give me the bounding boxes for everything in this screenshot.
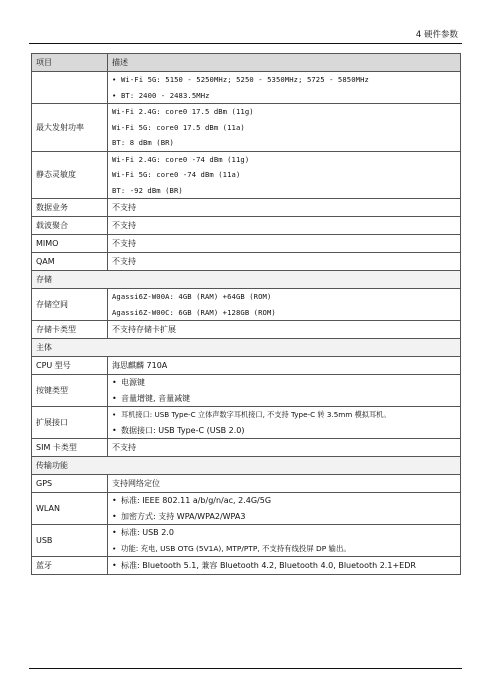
table-row [32,557,461,575]
gps-value: 支持网络定位 [108,475,461,493]
row-label-usb: USB [32,525,108,557]
table-row [32,407,461,439]
list-item: • 电源键 [112,375,456,391]
bluetooth-cell [108,557,461,575]
card-type-value: 不支持存储卡扩展 [108,321,461,339]
storage-space-cell [108,289,461,321]
row-label-card-type: 存储卡类型 [32,321,108,339]
ports-cell [108,407,461,439]
sensitivity-cell [108,151,461,199]
row-label-empty [32,72,108,104]
section-title: 主体 [32,339,461,357]
row-label-buttons: 按键类型 [32,375,108,407]
list-item: • 标准: IEEE 802.11 a/b/g/n/ac, 2.4G/5G [112,493,456,509]
buttons-cell [108,375,461,407]
table-row [32,104,461,152]
list-item: • BT: 2400 - 2483.5MHz [112,88,456,104]
table-row [32,151,461,199]
table-row [32,235,461,253]
tx-power-cell [108,104,461,152]
table-row [32,475,461,493]
row-label-gps: GPS [32,475,108,493]
section-row-transfer [32,457,461,475]
section-title: 存储 [32,271,461,289]
list-item: • 加密方式: 支持 WPA/WPA2/WPA3 [112,509,456,525]
list-item: • 标准: USB 2.0 [112,525,456,541]
text-line: Wi-Fi 2.4G: core0 17.5 dBm (11g) [112,107,254,116]
row-label-data-service: 数据业务 [32,199,108,217]
text-line: Wi-Fi 5G: core0 17.5 dBm (11a) [112,122,245,132]
chapter-header: 4 硬件参数 [415,30,458,40]
footer-rule [29,668,462,669]
table-row [32,439,461,457]
text-line: Wi-Fi 2.4G: core0 -74 dBm (11g) [112,154,250,164]
wlan-cell [108,493,461,525]
section-row-board [32,339,461,357]
table-row [32,375,461,407]
row-label-mimo: MIMO [32,235,108,253]
text-line: Agassi6Z-W00C: 6GB (RAM) +128GB (ROM) [112,307,276,317]
row-label-qam: QAM [32,253,108,271]
sim-value: 不支持 [108,439,461,457]
text-line: Agassi6Z-W00A: 4GB (RAM) +64GB (ROM) [112,292,272,301]
table-row [32,525,461,557]
list-item: • 标准: Bluetooth 5.1, 兼容 Bluetooth 4.2, Bluetooth 4.0, Bluetooth 2.1+EDR [112,558,456,574]
row-label-sensitivity: 静态灵敏度 [32,151,108,199]
usb-cell [108,525,461,557]
table-row [32,199,461,217]
data-service-value: 不支持 [108,199,461,217]
cpu-value: 海思麒麟 710A [108,357,461,375]
row-label-carrier-agg: 载波聚合 [32,217,108,235]
mimo-value: 不支持 [108,235,461,253]
row-label-bluetooth: 蓝牙 [32,557,108,575]
table-row [32,357,461,375]
row-label-cpu: CPU 型号 [32,357,108,375]
list-item: • 耳机接口: USB Type-C 立体声数字耳机接口, 不支持 Type-C 转 3.5mm 模拟耳机。 [112,407,456,423]
wifi-frequency-cell [108,72,461,104]
table-row [32,289,461,321]
row-label-wlan: WLAN [32,493,108,525]
header-rule [29,43,462,44]
list-item: • 数据接口: USB Type-C (USB 2.0) [112,423,456,439]
text-line: BT: 8 dBm (BR) [112,138,174,147]
table-header-row [32,54,461,72]
list-item: • 功能: 充电, USB OTG (5V1A), MTP/PTP, 不支持有线投屏 DP 输出。 [112,541,456,557]
col-header-desc: 描述 [108,54,461,72]
section-title: 传输功能 [32,457,461,475]
table-row [32,72,461,104]
text-line: BT: -92 dBm (BR) [112,185,183,195]
row-label-tx-power: 最大发射功率 [32,104,108,152]
col-header-item: 项目 [32,54,108,72]
row-label-storage-space: 存储空间 [32,289,108,321]
table-row [32,493,461,525]
table-row [32,321,461,339]
table-row [32,217,461,235]
list-item: • Wi-Fi 5G: 5150 - 5250MHz; 5250 - 5350MHz; 5725 - 5850MHz [112,72,456,88]
section-row-storage [32,271,461,289]
carrier-agg-value: 不支持 [108,217,461,235]
table-row [32,253,461,271]
hardware-spec-table [31,53,461,575]
text-line: Wi-Fi 5G: core0 -74 dBm (11a) [112,170,241,179]
list-item: • 音量增键, 音量减键 [112,391,456,407]
row-label-sim: SIM 卡类型 [32,439,108,457]
qam-value: 不支持 [108,253,461,271]
row-label-ports: 扩展接口 [32,407,108,439]
